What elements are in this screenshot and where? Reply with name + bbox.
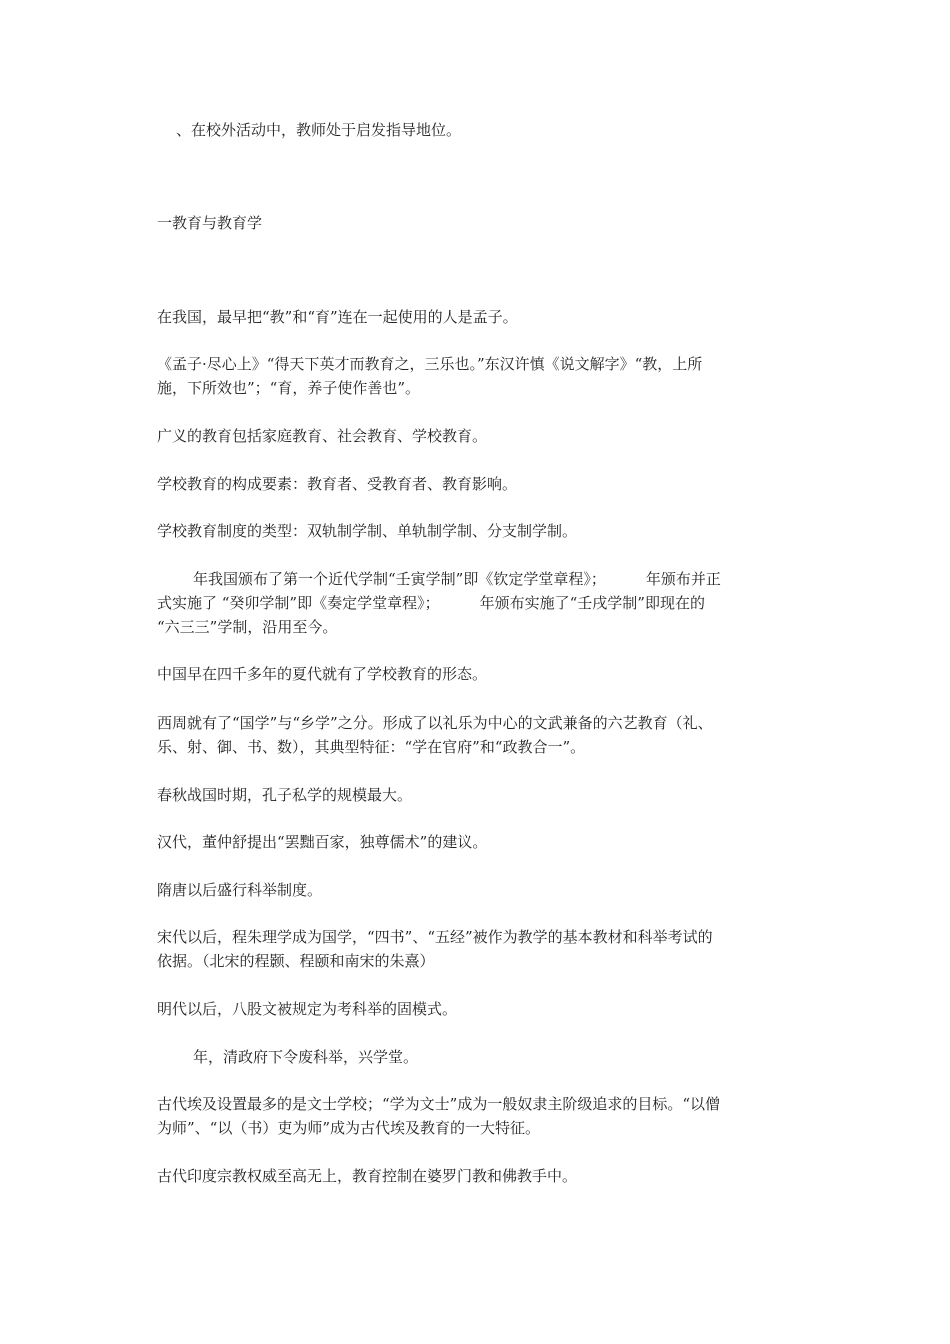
paragraph-xia-dynasty: 中国早在四千多年的夏代就有了学校教育的形态。	[157, 665, 488, 683]
paragraph-school-systems-history	[157, 567, 812, 639]
paragraph-confucius: 春秋战国时期，孔子私学的规模最大。	[157, 786, 413, 804]
paragraph-ming-dynasty: 明代以后，八股文被规定为考科举的固模式。	[157, 1000, 458, 1018]
history-text-b: 年颁布并正	[645, 570, 721, 588]
paragraph-ancient-india: 古代印度宗教权威至高无上，教育控制在婆罗门教和佛教手中。	[157, 1167, 578, 1185]
history-text-d: 年颁布实施了“壬戌学制”即现在的	[479, 594, 705, 612]
paragraph-school-system-types: 学校教育制度的类型：双轨制学制、单轨制学制、分支制学制。	[157, 522, 578, 540]
paragraph-history-line3: “六三三”学制，沿用至今。	[157, 618, 338, 636]
qing-text: 年，清政府下令废科举，兴学堂。	[193, 1048, 419, 1066]
paragraph-mencius: 在我国，最早把“教”和“育”连在一起使用的人是孟子。	[157, 308, 518, 326]
paragraph-zhou-line1: 西周就有了“国学”与“乡学”之分。形成了以礼乐为中心的文武兼备的六艺教育（礼、	[157, 714, 713, 732]
paragraph-song-dynasty	[157, 925, 812, 973]
paragraph-western-zhou	[157, 711, 812, 759]
history-text-c: 式实施了 “癸卯学制”即《奏定学堂章程》；	[157, 594, 440, 612]
paragraph-school-elements: 学校教育的构成要素：教育者、受教育者、教育影响。	[157, 475, 518, 493]
paragraph-song-line1: 宋代以后，程朱理学成为国学，“四书”、“五经”被作为教学的基本教材和科举考试的	[157, 928, 713, 946]
paragraph-quote	[157, 352, 812, 400]
paragraph-qing-abolition	[157, 1045, 812, 1069]
paragraph-history-line2	[157, 591, 812, 615]
paragraph-sui-tang: 隋唐以后盛行科举制度。	[157, 881, 323, 899]
paragraph-zhou-line2: 乐、射、御、书、数），其典型特征：“学在官府”和“政教合一”。	[157, 738, 586, 756]
paragraph-quote-line2: 施，下所效也”；“育，养子使作善也”。	[157, 379, 421, 397]
paragraph-han-dynasty: 汉代，董仲舒提出“罢黜百家，独尊儒术”的建议。	[157, 833, 488, 851]
paragraph-history-line1	[157, 567, 812, 591]
paragraph-teacher-role: 、在校外活动中，教师处于启发指导地位。	[176, 121, 462, 139]
paragraph-egypt-line2: 为师”、“以（书）吏为师”成为古代埃及教育的一大特征。	[157, 1119, 541, 1137]
paragraph-broad-education: 广义的教育包括家庭教育、社会教育、学校教育。	[157, 427, 488, 445]
history-text-a: 年我国颁布了第一个近代学制“壬寅学制”即《钦定学堂章程》；	[193, 570, 606, 588]
paragraph-quote-line1: 《孟子·尽心上》“得天下英才而教育之，三乐也。”东汉许慎《说文解字》“教，上所	[157, 355, 703, 373]
paragraph-song-line2: 依据。（北宋的程颢、程颐和南宋的朱熹）	[157, 952, 435, 970]
paragraph-ancient-egypt	[157, 1092, 812, 1140]
paragraph-egypt-line1: 古代埃及设置最多的是文士学校；“学为文士”成为一般奴隶主阶级追求的目标。“以僧	[157, 1095, 721, 1113]
section-heading: 一教育与教育学	[157, 214, 263, 232]
